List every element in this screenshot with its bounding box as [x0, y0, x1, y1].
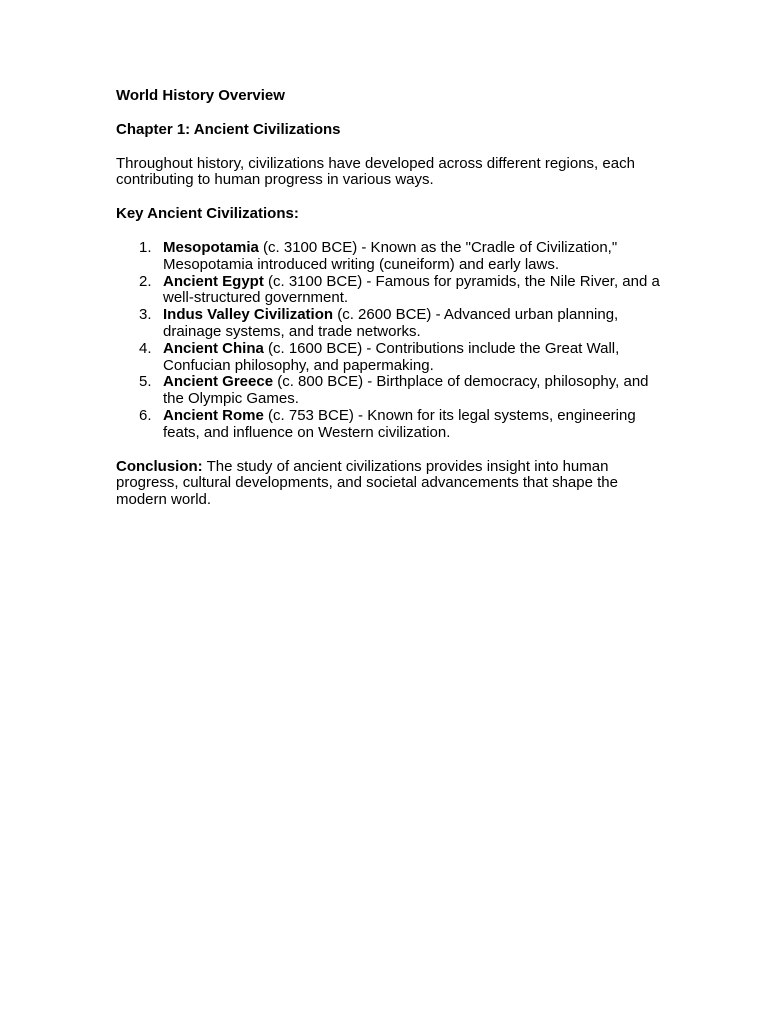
intro-paragraph: Throughout history, civilizations have developed across different regions, each contributing to human progress in various ways. [116, 154, 635, 189]
list-item-number: 2. [139, 272, 152, 290]
civilization-name: Ancient Egypt [163, 272, 264, 290]
civilization-details: (c. 1600 BCE) - Contributions include the Great Wall, Confucian philosophy, and papermaking. [163, 339, 620, 374]
list-item [116, 307, 661, 341]
civilization-name: Ancient China [163, 339, 264, 357]
civilization-details: (c. 800 BCE) - Birthplace of democracy, philosophy, and the Olympic Games. [163, 373, 649, 408]
list-item-number: 4. [139, 339, 152, 357]
civilization-details: (c. 3100 BCE) - Famous for pyramids, the Nile River, and a well-structured government. [163, 272, 660, 307]
list-heading: Key Ancient Civilizations: [116, 205, 299, 223]
civilization-name: Mesopotamia [163, 238, 259, 256]
list-item-number: 6. [139, 406, 152, 424]
civilization-details: (c. 753 BCE) - Known for its legal systems, engineering feats, and influence on Western civilization. [163, 406, 636, 441]
list-item [116, 274, 661, 308]
civilization-details: (c. 3100 BCE) - Known as the "Cradle of Civilization," Mesopotamia introduced writing (cuneiform) and early laws. [163, 238, 618, 273]
list-item [116, 240, 661, 274]
chapter-title: Chapter 1: Ancient Civilizations [116, 120, 341, 138]
list-item-number: 1. [139, 238, 152, 256]
conclusion-text: The study of ancient civilizations provides insight into human progress, cultural developments, and societal advancements that shape the modern world. [116, 457, 618, 509]
list-item [116, 408, 661, 442]
list-item [116, 341, 661, 375]
civilization-list [116, 240, 661, 442]
conclusion-paragraph [116, 459, 661, 509]
conclusion-label: Conclusion: [116, 457, 203, 475]
list-item-number: 5. [139, 373, 152, 391]
document-page [116, 88, 661, 509]
civilization-details: (c. 2600 BCE) - Advanced urban planning, drainage systems, and trade networks. [163, 306, 619, 340]
list-item [116, 374, 661, 408]
civilization-name: Ancient Greece [163, 373, 274, 391]
document-title: World History Overview [116, 87, 285, 104]
civilization-name: Ancient Rome [163, 406, 264, 424]
civilization-name: Indus Valley Civilization [163, 306, 334, 324]
list-item-number: 3. [139, 306, 152, 324]
